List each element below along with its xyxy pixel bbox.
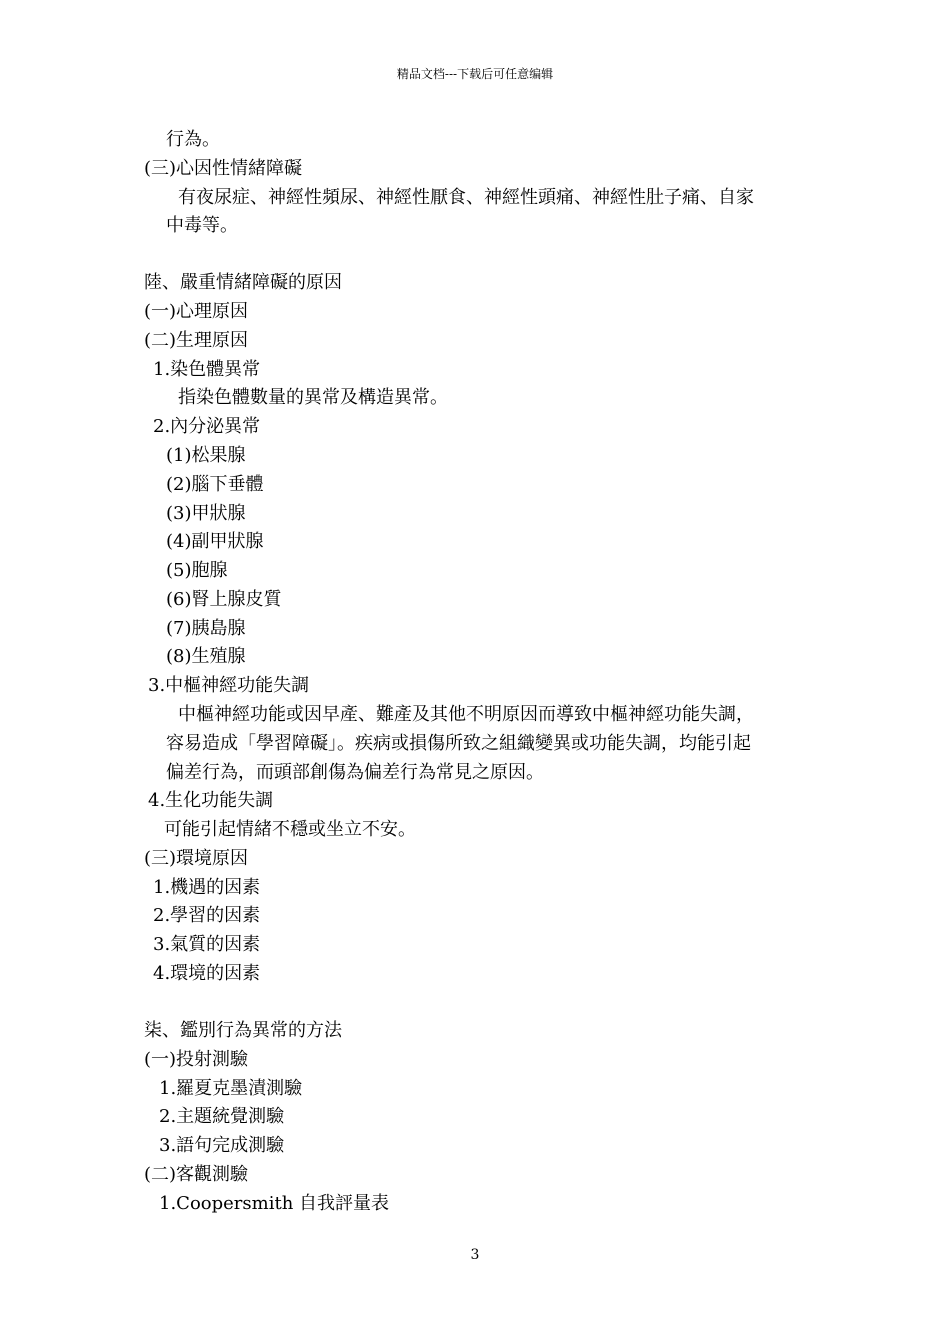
- list-item: 1.染色體異常: [153, 359, 261, 380]
- body-line: 行為。: [166, 129, 220, 150]
- section-heading: (三)環境原因: [144, 848, 249, 869]
- list-item: 4.環境的因素: [153, 963, 261, 984]
- section-heading: (二)生理原因: [144, 330, 249, 351]
- list-item: 4.生化功能失調: [148, 790, 274, 811]
- list-item: 1.Coopersmith 自我評量表: [159, 1193, 390, 1214]
- sub-list-item: (6)腎上腺皮質: [166, 589, 282, 610]
- body-line: 偏差行為，而頭部創傷為偏差行為常見之原因。: [166, 762, 544, 783]
- section-heading: (三)心因性情緒障礙: [144, 158, 303, 179]
- list-item: 2.學習的因素: [153, 905, 261, 926]
- list-item: 3.語句完成測驗: [159, 1135, 285, 1156]
- body-line: 指染色體數量的異常及構造異常。: [178, 387, 448, 408]
- list-item: 2.內分泌異常: [153, 416, 261, 437]
- body-line: 中樞神經功能或因早產、難產及其他不明原因而導致中樞神經功能失調，: [178, 704, 754, 725]
- sub-list-item: (8)生殖腺: [166, 646, 246, 667]
- sub-list-item: (4)副甲狀腺: [166, 531, 264, 552]
- list-item: 1.機遇的因素: [153, 877, 261, 898]
- list-item: 3.氣質的因素: [153, 934, 261, 955]
- list-item: 1.羅夏克墨漬測驗: [159, 1078, 303, 1099]
- sub-list-item: (5)胞腺: [166, 560, 228, 581]
- sub-list-item: (1)松果腺: [166, 445, 246, 466]
- body-line: 容易造成「學習障礙」。疾病或損傷所致之組織變異或功能失調，均能引起: [166, 733, 751, 754]
- section-heading: (一)心理原因: [144, 301, 249, 322]
- chapter-heading: 陸、嚴重情緒障礙的原因: [144, 272, 342, 293]
- page-number: 3: [470, 1247, 480, 1263]
- page-header: 精品文档---下载后可任意编辑: [396, 67, 554, 81]
- section-heading: (一)投射測驗: [144, 1049, 249, 1070]
- section-heading: (二)客觀測驗: [144, 1164, 249, 1185]
- list-item: 3.中樞神經功能失調: [148, 675, 310, 696]
- chapter-heading: 柒、鑑別行為異常的方法: [144, 1020, 342, 1041]
- list-item: 2.主題統覺測驗: [159, 1106, 285, 1127]
- sub-list-item: (7)胰島腺: [166, 618, 246, 639]
- body-line: 可能引起情緒不穩或坐立不安。: [164, 819, 416, 840]
- body-line: 中毒等。: [166, 215, 238, 236]
- sub-list-item: (2)腦下垂體: [166, 474, 264, 495]
- sub-list-item: (3)甲狀腺: [166, 503, 246, 524]
- body-line: 有夜尿症、神經性頻尿、神經性厭食、神經性頭痛、神經性肚子痛、自家: [178, 187, 754, 208]
